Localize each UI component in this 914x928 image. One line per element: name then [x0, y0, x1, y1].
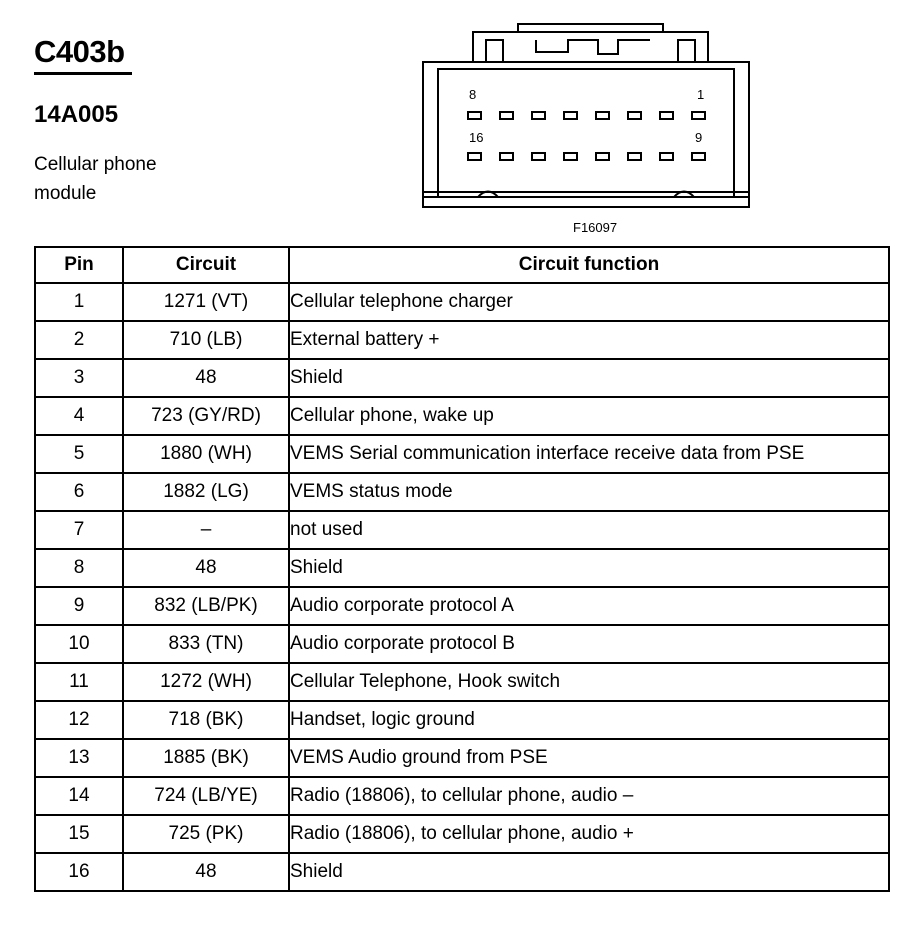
circuit-cell: 723 (GY/RD) [123, 397, 289, 435]
pin-cell: 3 [35, 359, 123, 397]
table-row [35, 815, 889, 853]
pin-label-16: 16 [469, 130, 484, 145]
title-underline [34, 72, 132, 75]
header-pin: Pin [35, 247, 123, 283]
table-row [35, 777, 889, 815]
table-row [35, 397, 889, 435]
circuit-cell: 833 (TN) [123, 625, 289, 663]
function-cell: Shield [289, 853, 889, 891]
pin-cell: 7 [35, 511, 123, 549]
function-cell: VEMS Serial communication interface receive data from PSE [289, 435, 889, 473]
circuit-cell: 48 [123, 359, 289, 397]
circuit-cell: 1882 (LG) [123, 473, 289, 511]
pin-cell: 6 [35, 473, 123, 511]
circuit-cell: 724 (LB/YE) [123, 777, 289, 815]
table-row [35, 283, 889, 321]
pin-cell: 10 [35, 625, 123, 663]
function-cell: Cellular phone, wake up [289, 397, 889, 435]
circuit-cell: 832 (LB/PK) [123, 587, 289, 625]
table-header-row [35, 247, 889, 283]
function-cell: Cellular telephone charger [289, 283, 889, 321]
table-row [35, 853, 889, 891]
circuit-cell: 1271 (VT) [123, 283, 289, 321]
function-cell: Shield [289, 549, 889, 587]
pin-cell: 14 [35, 777, 123, 815]
pin-cell: 5 [35, 435, 123, 473]
pin-cell: 11 [35, 663, 123, 701]
header-function: Circuit function [289, 247, 889, 283]
function-cell: Audio corporate protocol A [289, 587, 889, 625]
table-row [35, 321, 889, 359]
function-cell: Audio corporate protocol B [289, 625, 889, 663]
pin-cell: 9 [35, 587, 123, 625]
pinout-table [34, 246, 890, 892]
circuit-cell: 48 [123, 549, 289, 587]
function-cell: not used [289, 511, 889, 549]
table-row [35, 435, 889, 473]
pin-cell: 12 [35, 701, 123, 739]
pin-label-8: 8 [469, 87, 477, 102]
header-circuit: Circuit [123, 247, 289, 283]
circuit-cell: 1272 (WH) [123, 663, 289, 701]
circuit-cell: – [123, 511, 289, 549]
pin-cell: 2 [35, 321, 123, 359]
function-cell: Radio (18806), to cellular phone, audio – [289, 777, 889, 815]
function-cell: VEMS status mode [289, 473, 889, 511]
table-row [35, 587, 889, 625]
function-cell: Radio (18806), to cellular phone, audio + [289, 815, 889, 853]
table-row [35, 549, 889, 587]
table-row [35, 663, 889, 701]
function-cell: External battery + [289, 321, 889, 359]
pin-label-9: 9 [695, 130, 703, 145]
circuit-cell: 48 [123, 853, 289, 891]
circuit-cell: 1880 (WH) [123, 435, 289, 473]
function-cell: Handset, logic ground [289, 701, 889, 739]
table-row [35, 359, 889, 397]
table-row [35, 511, 889, 549]
circuit-cell: 1885 (BK) [123, 739, 289, 777]
connector-id: C403b [34, 34, 125, 69]
circuit-cell: 718 (BK) [123, 701, 289, 739]
pin-cell: 8 [35, 549, 123, 587]
part-number: 14A005 [34, 101, 119, 128]
pin-cell: 4 [35, 397, 123, 435]
pin-cell: 1 [35, 283, 123, 321]
connector-diagram [418, 14, 754, 219]
table-row [35, 701, 889, 739]
table-row [35, 625, 889, 663]
table-row [35, 473, 889, 511]
pin-cell: 13 [35, 739, 123, 777]
circuit-cell: 710 (LB) [123, 321, 289, 359]
pin-cell: 16 [35, 853, 123, 891]
module-description: Cellular phone module [34, 154, 157, 204]
pin-label-1: 1 [697, 87, 705, 102]
table-row [35, 739, 889, 777]
function-cell: Shield [289, 359, 889, 397]
function-cell: Cellular Telephone, Hook switch [289, 663, 889, 701]
figure-id: F16097 [573, 220, 618, 235]
function-cell: VEMS Audio ground from PSE [289, 739, 889, 777]
pin-cell: 15 [35, 815, 123, 853]
circuit-cell: 725 (PK) [123, 815, 289, 853]
